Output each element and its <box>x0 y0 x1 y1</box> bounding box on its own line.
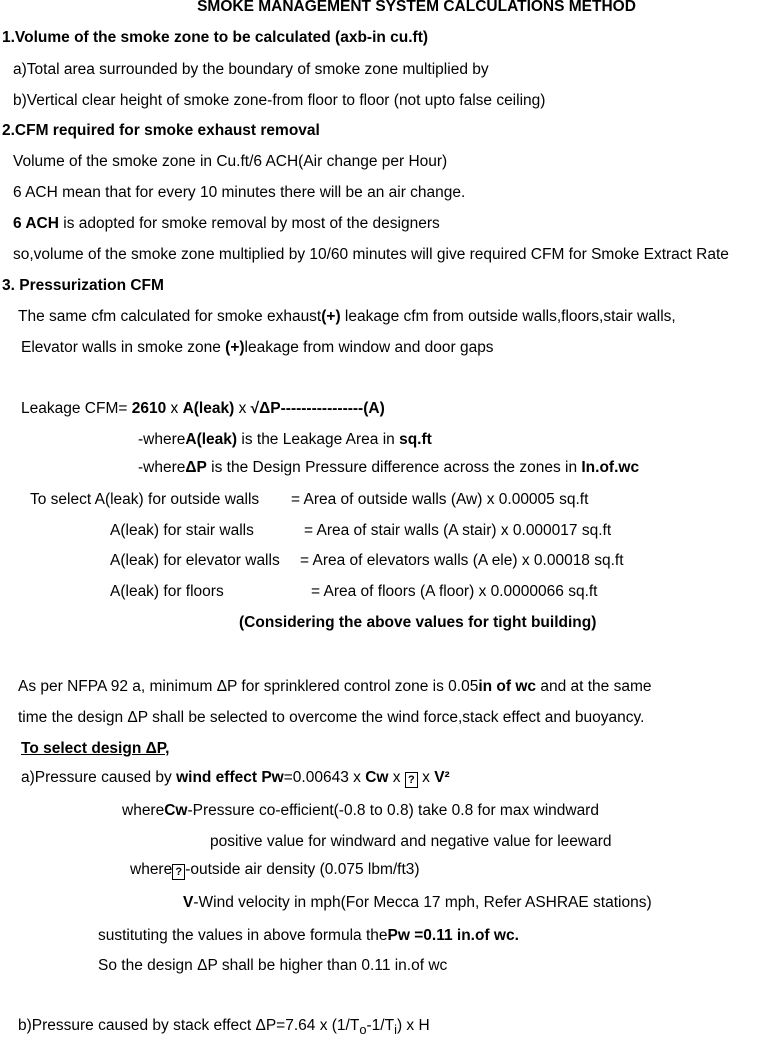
section-1-heading: 1.Volume of the smoke zone to be calculated (axb-in cu.ft) <box>2 29 429 46</box>
section-2-line-3: 6 ACH is adopted for smoke removal by most of the designers <box>13 215 440 232</box>
section-1-item-b: b)Vertical clear height of smoke zone-from floor to floor (not upto false ceiling) <box>13 92 546 109</box>
select-elevator-walls-value: = Area of elevators walls (A ele) x 0.00018 sq.ft <box>300 552 624 569</box>
leakage-cfm-formula: Leakage CFM= 2610 x A(leak) x √ΔP----------------(A) <box>21 400 385 417</box>
leakage-where-dp: -whereΔP is the Design Pressure difference across the zones in In.of.wc <box>138 459 640 476</box>
select-floors-value: = Area of floors (A floor) x 0.0000066 sq.ft <box>311 583 598 600</box>
select-outside-walls-value: = Area of outside walls (Aw) x 0.00005 sq.ft <box>291 491 589 508</box>
unknown-glyph-box: ? <box>172 864 185 880</box>
unknown-glyph-box: ? <box>405 772 418 788</box>
where-v: V-Wind velocity in mph(For Mecca 17 mph, Refer ASHRAE stations) <box>183 894 652 911</box>
leakage-where-aleak: -whereA(leak) is the Leakage Area in sq.ft <box>138 431 432 448</box>
tight-building-note: (Considering the above values for tight building) <box>239 614 597 631</box>
windward-note: positive value for windward and negative value for leeward <box>210 833 612 850</box>
page-title: SMOKE MANAGEMENT SYSTEM CALCULATIONS METHOD <box>197 0 636 15</box>
where-rho: where ? -outside air density (0.075 lbm/ft3) <box>130 861 420 878</box>
nfpa-line-2: time the design ΔP shall be selected to overcome the wind force,stack effect and buoyancy. <box>18 709 645 726</box>
select-elevator-walls-label: A(leak) for elevator walls <box>110 552 280 569</box>
substitution-line: sustituting the values in above formula thePw =0.11 in.of wc. <box>98 927 519 944</box>
section-3-line-1: The same cfm calculated for smoke exhaust(+) leakage cfm from outside walls,floors,stair walls, <box>18 308 676 325</box>
nfpa-line-1: As per NFPA 92 a, minimum ΔP for sprinklered control zone is 0.05in of wc and at the same <box>18 678 652 695</box>
section-2-line-2: 6 ACH mean that for every 10 minutes there will be an air change. <box>13 184 466 201</box>
section-2-heading: 2.CFM required for smoke exhaust removal <box>2 122 320 139</box>
design-dp-heading: To select design ΔP, <box>21 740 170 757</box>
section-2-line-1: Volume of the smoke zone in Cu.ft/6 ACH(Air change per Hour) <box>13 153 448 170</box>
select-floors-label: A(leak) for floors <box>110 583 224 600</box>
stack-effect-line-cut: b)Pressure caused by stack effect ΔP=7.64 x $(1/T_o-1/T_i)$ x H <box>18 1017 430 1038</box>
select-stair-walls-value: = Area of stair walls (A stair) x 0.000017 sq.ft <box>304 522 612 539</box>
section-3-line-2: Elevator walls in smoke zone (+)leakage from window and door gaps <box>21 339 494 356</box>
section-1-item-a: a)Total area surrounded by the boundary of smoke zone multiplied by <box>13 61 489 78</box>
where-cw: whereCw-Pressure co-efficient(-0.8 to 0.8) take 0.8 for max windward <box>122 802 599 819</box>
wind-effect-formula: a)Pressure caused by wind effect Pw=0.00643 x Cw x ? x V² <box>21 769 450 786</box>
select-outside-walls-label: To select A(leak) for outside walls <box>30 491 260 508</box>
section-2-line-4: so,volume of the smoke zone multiplied by 10/60 minutes will give required CFM for Smoke Extract Rate <box>13 246 729 263</box>
design-dp-conclusion: So the design ΔP shall be higher than 0.11 in.of wc <box>98 957 448 974</box>
select-stair-walls-label: A(leak) for stair walls <box>110 522 254 539</box>
section-3-heading: 3. Pressurization CFM <box>2 277 164 294</box>
